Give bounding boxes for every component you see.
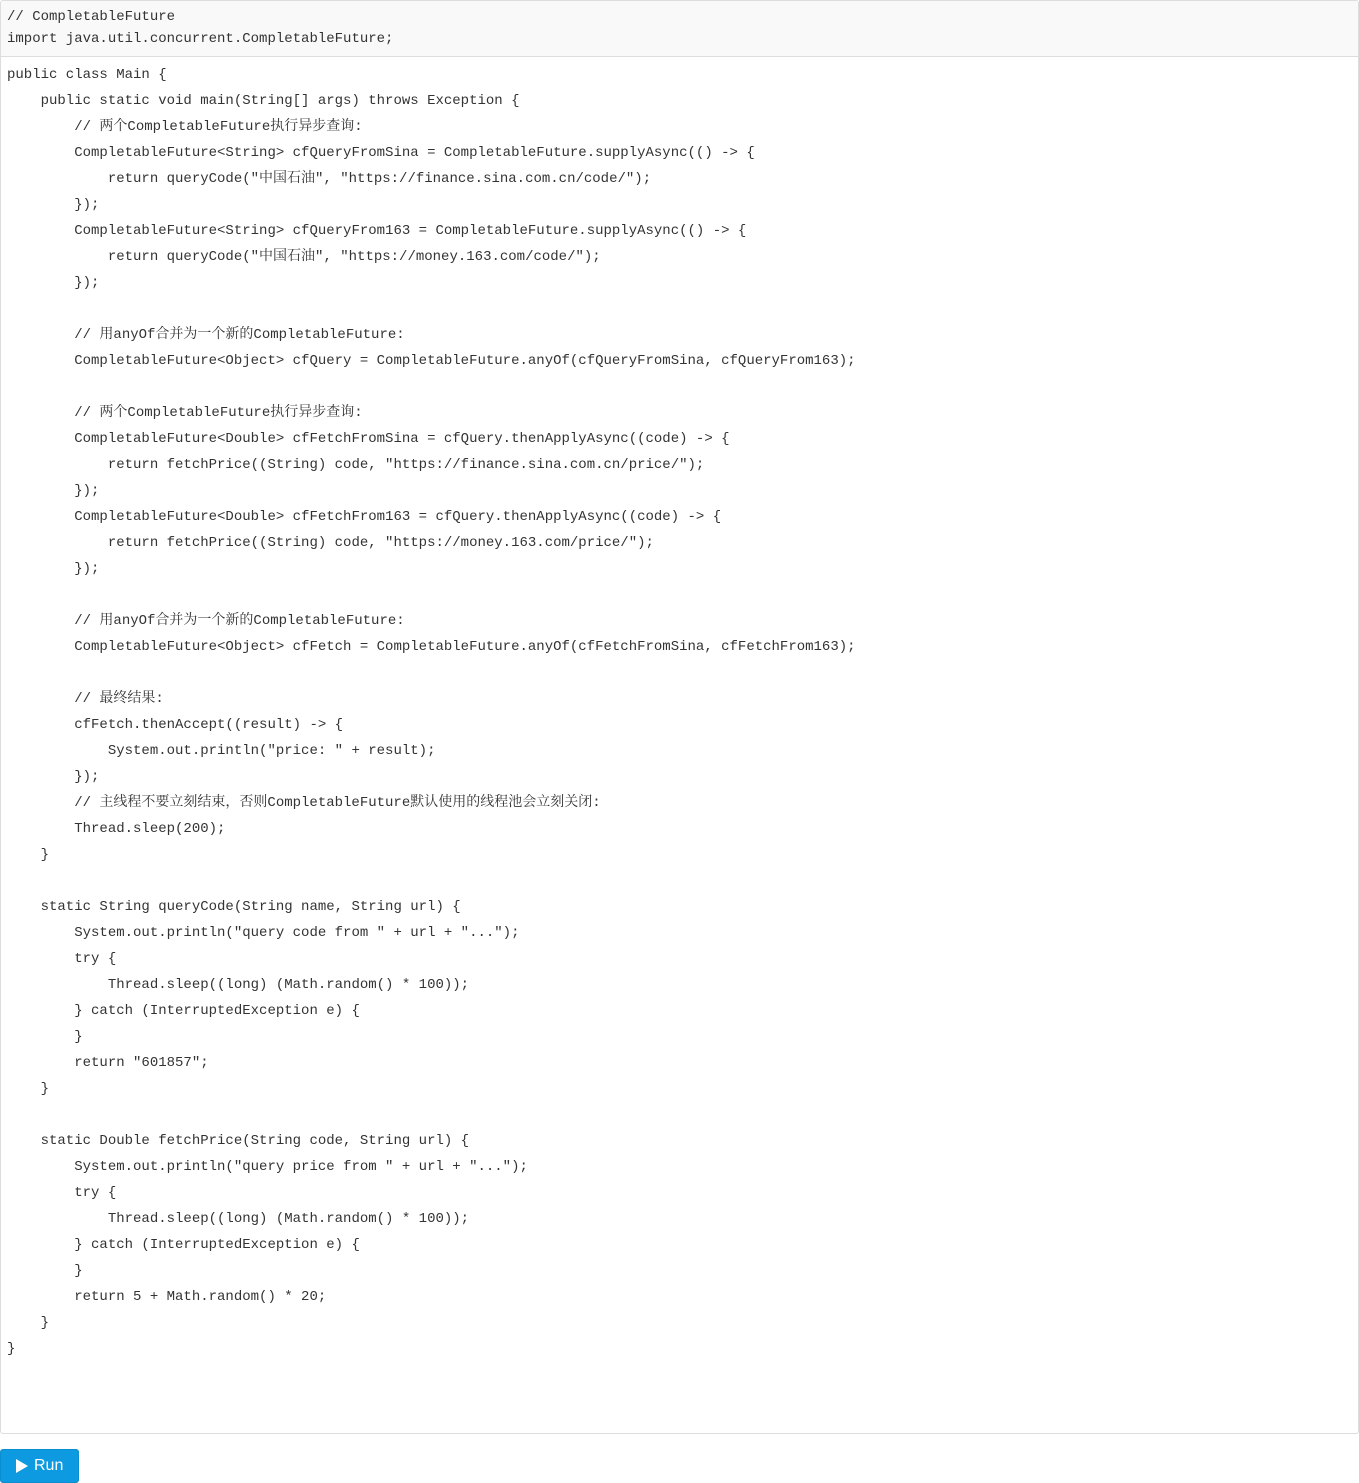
run-button-label: Run [34, 1457, 64, 1474]
code-body[interactable] [1, 57, 1358, 1362]
code-line: } [7, 1029, 83, 1045]
code-line: } [7, 1081, 50, 1097]
code-line: CompletableFuture<Object> cfFetch = CompletableFuture.anyOf(cfFetchFromSina, cfFetchFrom163); [7, 639, 856, 655]
code-line: return queryCode("中国石油", "https://money.163.com/code/"); [7, 249, 601, 265]
code-line: return fetchPrice((String) code, "https://finance.sina.com.cn/price/"); [7, 457, 705, 473]
code-line: static String queryCode(String name, String url) { [7, 899, 461, 915]
code-line: } [7, 1315, 50, 1331]
code-line: cfFetch.thenAccept((result) -> { [7, 717, 344, 733]
code-line: System.out.println("query price from " + url + "..."); [7, 1159, 528, 1175]
code-line: return queryCode("中国石油", "https://finance.sina.com.cn/code/"); [7, 171, 652, 187]
play-icon [16, 1459, 28, 1473]
header-line: import java.util.concurrent.CompletableFuture; [7, 31, 394, 47]
code-line: } [7, 847, 50, 863]
code-line: }); [7, 561, 100, 577]
code-line: } [7, 1263, 83, 1279]
header-line: // CompletableFuture [7, 9, 176, 25]
code-line: return "601857"; [7, 1055, 209, 1071]
code-line: return fetchPrice((String) code, "https://money.163.com/price/"); [7, 535, 654, 551]
code-line: CompletableFuture<Object> cfQuery = CompletableFuture.anyOf(cfQueryFromSina, cfQueryFrom163); [7, 353, 856, 369]
code-line: // 主线程不要立刻结束，否则CompletableFuture默认使用的线程池会立刻关闭: [7, 795, 601, 811]
code-line: // 用anyOf合并为一个新的CompletableFuture: [7, 327, 405, 343]
code-line [7, 374, 1358, 400]
code-line: // 最终结果: [7, 691, 164, 707]
code-header [1, 1, 1358, 57]
run-button[interactable] [0, 1449, 79, 1483]
code-line: System.out.println("query code from " + url + "..."); [7, 925, 520, 941]
code-line [7, 660, 1358, 686]
code-line [7, 582, 1358, 608]
code-line: System.out.println("price: " + result); [7, 743, 436, 759]
code-line: // 两个CompletableFuture执行异步查询: [7, 405, 363, 421]
code-line [7, 296, 1358, 322]
code-line: try { [7, 1185, 117, 1201]
code-line: }); [7, 483, 100, 499]
code-line: public class Main { [7, 67, 167, 83]
code-line: CompletableFuture<Double> cfFetchFromSina = cfQuery.thenApplyAsync((code) -> { [7, 431, 730, 447]
code-line: try { [7, 951, 117, 967]
code-line: } [7, 1341, 16, 1357]
code-line: }); [7, 769, 100, 785]
code-line: } catch (InterruptedException e) { [7, 1003, 360, 1019]
code-line: }); [7, 275, 100, 291]
code-line: // 两个CompletableFuture执行异步查询: [7, 119, 363, 135]
code-line: // 用anyOf合并为一个新的CompletableFuture: [7, 613, 405, 629]
code-line: static Double fetchPrice(String code, String url) { [7, 1133, 470, 1149]
code-line: Thread.sleep(200); [7, 821, 226, 837]
code-line: Thread.sleep((long) (Math.random() * 100)); [7, 1211, 470, 1227]
code-line: CompletableFuture<String> cfQueryFromSina = CompletableFuture.supplyAsync(() -> { [7, 145, 755, 161]
code-line [7, 1102, 1358, 1128]
code-line: public static void main(String[] args) throws Exception { [7, 93, 520, 109]
code-line: Thread.sleep((long) (Math.random() * 100)); [7, 977, 470, 993]
code-line: }); [7, 197, 100, 213]
code-line: CompletableFuture<Double> cfFetchFrom163 = cfQuery.thenApplyAsync((code) -> { [7, 509, 722, 525]
code-line [7, 868, 1358, 894]
code-line: } catch (InterruptedException e) { [7, 1237, 360, 1253]
code-line: CompletableFuture<String> cfQueryFrom163 = CompletableFuture.supplyAsync(() -> { [7, 223, 747, 239]
code-line: return 5 + Math.random() * 20; [7, 1289, 327, 1305]
